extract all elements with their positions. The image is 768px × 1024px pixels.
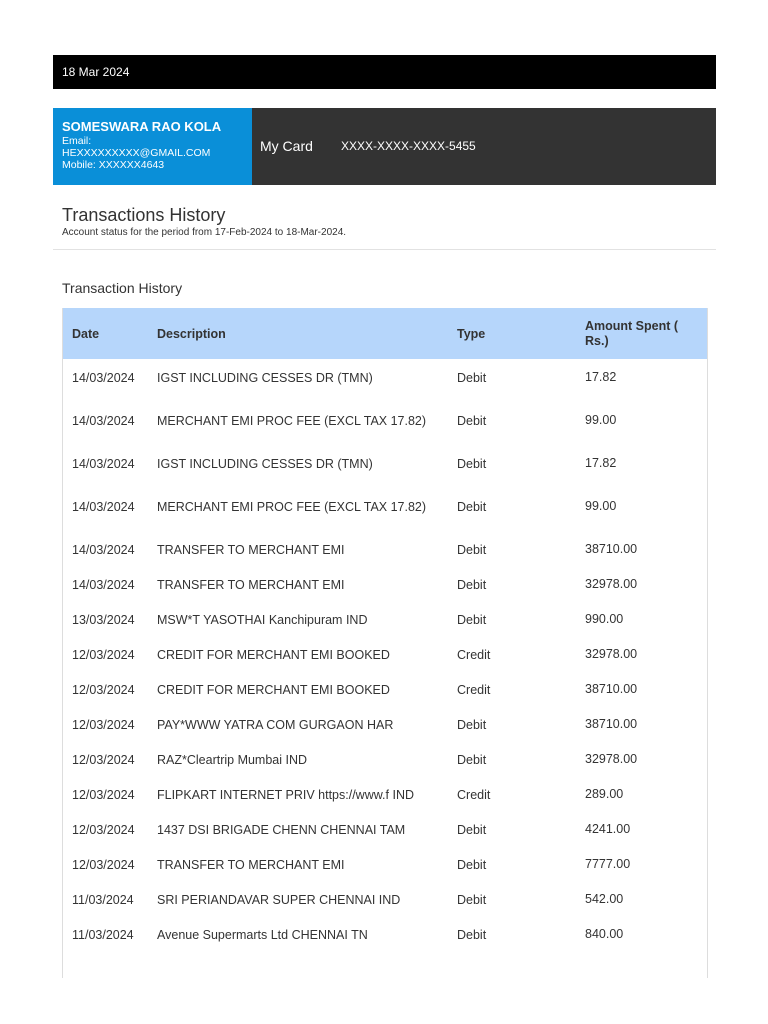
cell-type: Debit <box>457 717 487 732</box>
card-header <box>53 108 716 185</box>
cell-amount: 289.00 <box>585 787 624 801</box>
card-holder-box <box>53 108 252 185</box>
cell-description: IGST INCLUDING CESSES DR (TMN) <box>157 456 373 471</box>
table-row <box>63 742 707 777</box>
table-row <box>63 446 707 481</box>
cell-amount: 32978.00 <box>585 647 638 661</box>
cell-description: TRANSFER TO MERCHANT EMI <box>157 542 345 557</box>
table-row <box>63 707 707 742</box>
cell-description: RAZ*Cleartrip Mumbai IND <box>157 752 308 767</box>
cell-date: 14/03/2024 <box>72 456 135 471</box>
cell-date: 14/03/2024 <box>72 370 135 385</box>
cell-amount: 4241.00 <box>585 822 631 836</box>
cell-amount: 7777.00 <box>585 857 631 871</box>
email-label: Email: <box>62 135 92 147</box>
table-row <box>63 360 707 395</box>
cell-type: Debit <box>457 370 487 385</box>
cell-date: 11/03/2024 <box>72 892 134 907</box>
table-row <box>63 882 707 917</box>
cell-description: TRANSFER TO MERCHANT EMI <box>157 857 345 872</box>
card-number: XXXX-XXXX-XXXX-5455 <box>341 139 476 153</box>
cell-amount: 38710.00 <box>585 682 638 696</box>
cell-date: 14/03/2024 <box>72 499 135 514</box>
cell-type: Debit <box>457 499 487 514</box>
cell-amount: 32978.00 <box>585 577 638 591</box>
cell-description: PAY*WWW YATRA COM GURGAON HAR <box>157 717 394 732</box>
statement-date-bar <box>53 55 716 89</box>
cell-amount: 99.00 <box>585 499 617 513</box>
cell-date: 12/03/2024 <box>72 857 135 872</box>
cell-description: TRANSFER TO MERCHANT EMI <box>157 577 345 592</box>
mobile-value: Mobile: XXXXXX4643 <box>62 159 165 171</box>
card-holder-name: SOMESWARA RAO KOLA <box>62 119 222 134</box>
table-row <box>63 395 707 446</box>
period-subtitle: Account status for the period from 17-Feb-2024 to 18-Mar-2024. <box>62 227 347 238</box>
cell-date: 12/03/2024 <box>72 787 135 802</box>
cell-description: CREDIT FOR MERCHANT EMI BOOKED <box>157 647 390 662</box>
cell-amount: 99.00 <box>585 413 617 427</box>
table-row <box>63 567 707 602</box>
cell-date: 13/03/2024 <box>72 612 135 627</box>
cell-amount: 32978.00 <box>585 752 638 766</box>
table-row <box>63 637 707 672</box>
cell-date: 12/03/2024 <box>72 647 135 662</box>
cell-type: Debit <box>457 752 487 767</box>
cell-description: SRI PERIANDAVAR SUPER CHENNAI IND <box>157 892 401 907</box>
column-header-type: Type <box>457 326 486 341</box>
cell-date: 14/03/2024 <box>72 413 135 428</box>
cell-description: 1437 DSI BRIGADE CHENN CHENNAI TAM <box>157 822 406 837</box>
cell-description: FLIPKART INTERNET PRIV https://www.f IND <box>157 787 415 802</box>
cell-amount: 840.00 <box>585 927 624 941</box>
table-row <box>63 812 707 847</box>
cell-description: MERCHANT EMI PROC FEE (EXCL TAX 17.82) <box>157 499 427 514</box>
cell-type: Debit <box>457 892 487 907</box>
cell-date: 14/03/2024 <box>72 577 135 592</box>
table-header-row <box>63 308 707 359</box>
cell-amount: 38710.00 <box>585 542 638 556</box>
cell-description: MERCHANT EMI PROC FEE (EXCL TAX 17.82) <box>157 413 427 428</box>
cell-date: 12/03/2024 <box>72 822 135 837</box>
cell-amount: 17.82 <box>585 456 617 470</box>
table-row <box>63 917 707 952</box>
column-header-description: Description <box>157 326 226 341</box>
table-body <box>63 359 707 952</box>
cell-type: Debit <box>457 857 487 872</box>
cell-date: 12/03/2024 <box>72 682 135 697</box>
cell-amount: 990.00 <box>585 612 624 626</box>
cell-amount: 542.00 <box>585 892 624 906</box>
cell-type: Debit <box>457 822 487 837</box>
cell-date: 14/03/2024 <box>72 542 135 557</box>
table-title: Transaction History <box>62 280 183 296</box>
cell-description: Avenue Supermarts Ltd CHENNAI TN <box>157 927 368 942</box>
cell-type: Debit <box>457 413 487 428</box>
cell-type: Debit <box>457 542 487 557</box>
cell-date: 11/03/2024 <box>72 927 134 942</box>
section-divider <box>53 249 716 250</box>
cell-date: 12/03/2024 <box>72 752 135 767</box>
transactions-table <box>62 308 708 978</box>
cell-type: Credit <box>457 647 491 662</box>
table-row <box>63 602 707 637</box>
cell-amount: 17.82 <box>585 370 617 384</box>
statement-date: 18 Mar 2024 <box>62 65 130 79</box>
cell-description: IGST INCLUDING CESSES DR (TMN) <box>157 370 373 385</box>
page-title: Transactions History <box>62 205 226 225</box>
cell-description: MSW*T YASOTHAI Kanchipuram IND <box>157 612 368 627</box>
cell-type: Debit <box>457 927 487 942</box>
card-label: My Card <box>260 138 313 154</box>
column-header-date: Date <box>72 326 100 341</box>
table-row <box>63 847 707 882</box>
cell-description: CREDIT FOR MERCHANT EMI BOOKED <box>157 682 390 697</box>
table-row <box>63 532 707 567</box>
table-row <box>63 481 707 532</box>
cell-type: Debit <box>457 612 487 627</box>
column-header-amount: Amount Spent ( Rs.) <box>585 318 679 348</box>
cell-amount: 38710.00 <box>585 717 638 731</box>
cell-type: Debit <box>457 577 487 592</box>
cell-type: Debit <box>457 456 487 471</box>
table-row <box>63 672 707 707</box>
email-value: HEXXXXXXXXX@GMAIL.COM <box>62 147 211 159</box>
cell-type: Credit <box>457 787 491 802</box>
cell-date: 12/03/2024 <box>72 717 135 732</box>
cell-type: Credit <box>457 682 491 697</box>
table-row <box>63 777 707 812</box>
